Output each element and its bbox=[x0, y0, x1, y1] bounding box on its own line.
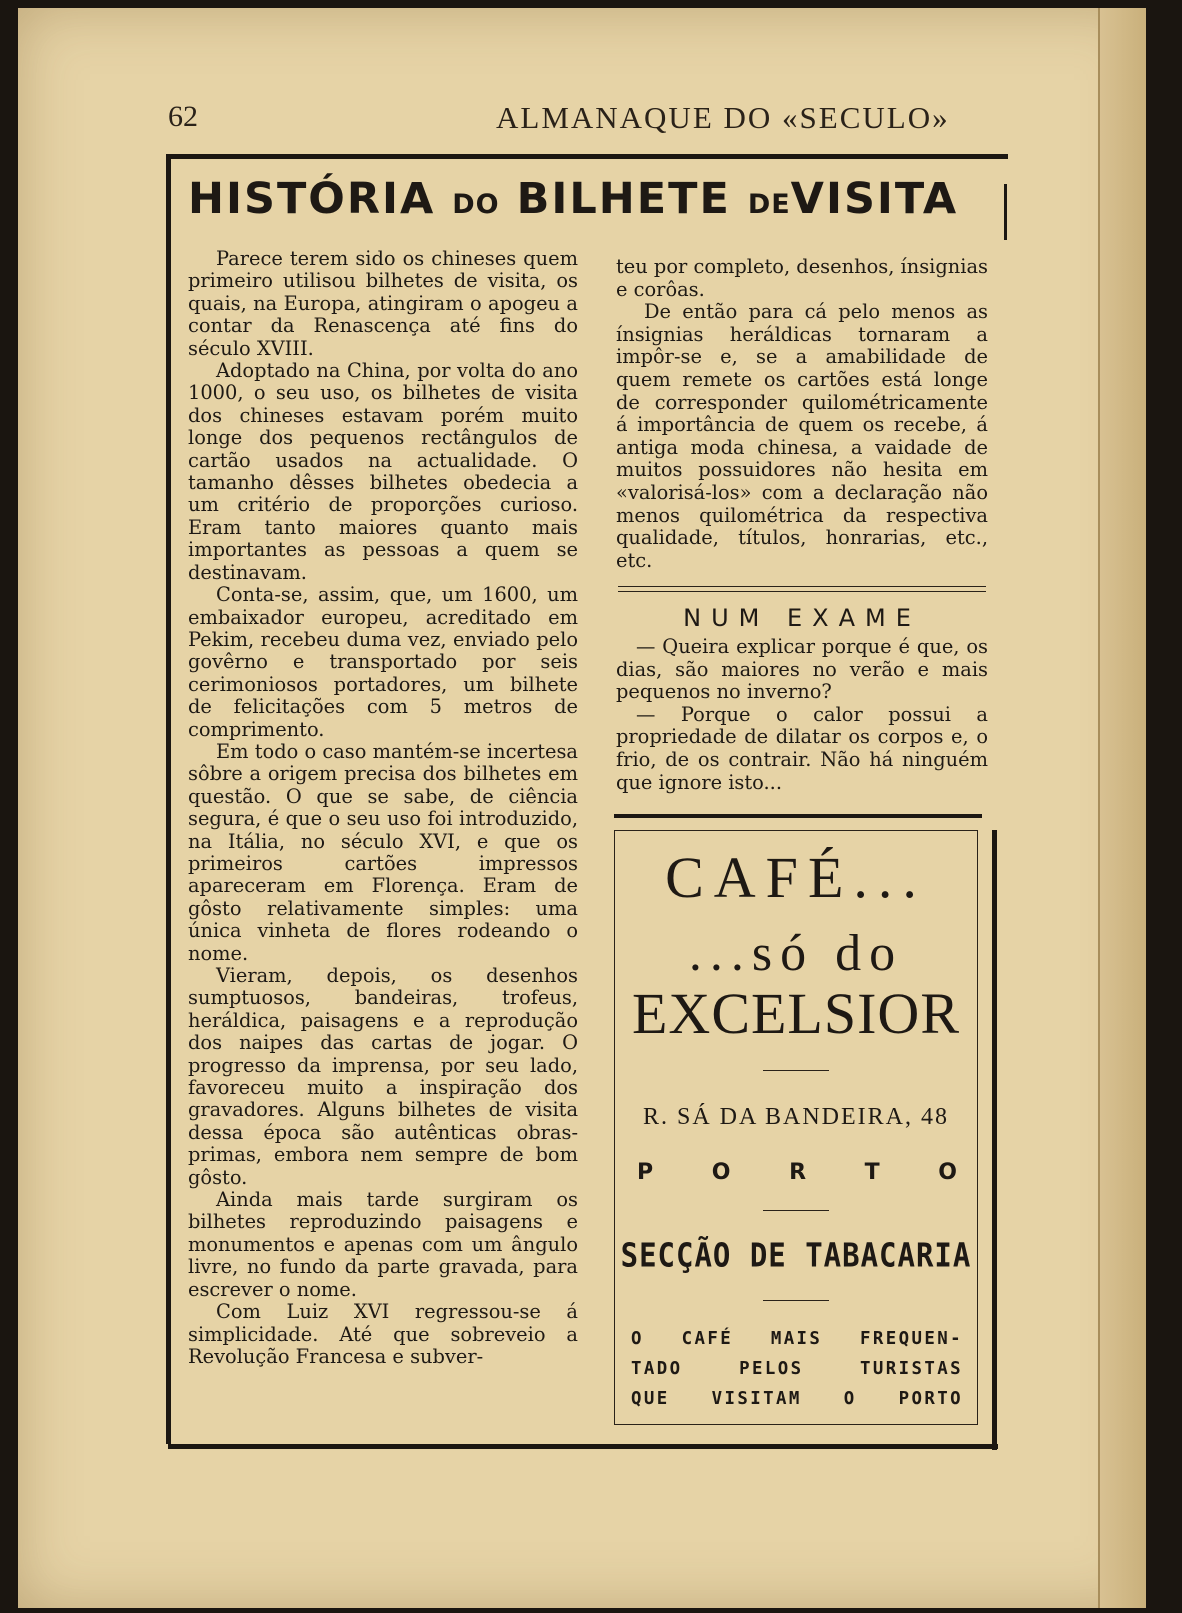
article-column-right bbox=[616, 256, 988, 572]
advert-excelsior: EXCELSIOR bbox=[632, 981, 960, 1046]
advert-divider bbox=[763, 1300, 829, 1301]
exame-line: — Porque o calor possui a propriedade de dilatar os corpos e, o frio, de os contrair. Não há ninguém que ignore isto... bbox=[616, 702, 988, 794]
advert-so-do: ...só do bbox=[688, 925, 904, 982]
city-letter: R bbox=[789, 1160, 807, 1185]
article-paragraph: teu por completo, desenhos, ínsignias e corôas. bbox=[616, 255, 988, 301]
tagline-line: TADO PELOS TURISTAS bbox=[631, 1359, 963, 1379]
section-divider bbox=[618, 591, 986, 592]
article-paragraph: Vieram, depois, os desenhos sumptuosos, bandeiras, trofeus, heráldica, paisagens e a reprodução dos naipes das cartas de jogar. O progresso da imprensa, por seu lado, favoreceu muito a inspiração dos gravadores. Alguns bilhetes de visita dessa época são autênticas obras-primas, embora nem sempre de bom gôsto. bbox=[188, 964, 578, 1189]
advert-tagline bbox=[631, 1324, 963, 1414]
city-letter: O bbox=[711, 1160, 731, 1185]
article-paragraph: Em todo o caso mantém-se incertesa sôbre a origem precisa dos bilhetes em questão. O que se sabe, de ciência segura, é que o seu uso foi introduzido, na Itália, no século XVI, e que os primeiros cartões impressos apareceram em Florença. Eram de gôsto relativamente simples: uma única vinheta de flores rodeando o nome. bbox=[188, 739, 578, 965]
publication-title: ALMANAQUE DO «SECULO» bbox=[496, 100, 950, 135]
title-word: HISTÓRIA bbox=[188, 174, 436, 224]
exame-text bbox=[616, 636, 988, 794]
section-divider bbox=[618, 586, 986, 587]
title-word: DO bbox=[452, 189, 500, 220]
frame-top-rule bbox=[168, 154, 1008, 159]
frame-right-bar bbox=[992, 830, 997, 1450]
article-column-left bbox=[188, 248, 578, 1368]
advert-top-rule bbox=[614, 814, 982, 818]
running-header bbox=[18, 100, 1146, 140]
cafe-advertisement bbox=[614, 830, 978, 1425]
exame-heading: NUM EXAME bbox=[683, 604, 921, 632]
advert-divider bbox=[763, 1070, 829, 1071]
city-letter: O bbox=[938, 1160, 957, 1185]
city-letter: P bbox=[637, 1160, 654, 1185]
page-number: 62 bbox=[168, 100, 198, 133]
tagline-line: QUE VISITAM O PORTO bbox=[631, 1389, 963, 1409]
tagline-line: O CAFÉ MAIS FREQUEN- bbox=[631, 1329, 963, 1349]
frame-left-rule bbox=[166, 154, 171, 1444]
article-paragraph: Adoptado na China, por volta do ano 1000, o seu uso, os bilhetes de visita dos chineses estavam porém muito longe dos pequenos rectângulos de cartão usados na actualidade. O tamanho dêsses bilhetes obedecia a um critério de proporções curioso. Eram tanto maiores quanto mais importantes as pessoas a quem se destinavam. bbox=[188, 359, 578, 584]
article-title bbox=[188, 174, 1008, 234]
title-word: VISITA bbox=[790, 174, 959, 224]
advert-address: R. SÁ DA BANDEIRA, 48 bbox=[642, 1104, 950, 1130]
article-paragraph: De então para cá pelo menos as ínsignias heráldicas tornaram a impôr-se e, se a amabilidade de quem remete os cartões está longe de corresponder quilométricamente á importância de quem os recebe, á antiga moda chinesa, a vaidade de muitos possuidores não hesita em «valorisá-los» com a declaração não menos quilométrica da respectiva qualidade, títulos, honrarias, etc., etc. bbox=[616, 300, 988, 572]
almanac-page bbox=[18, 8, 1146, 1608]
advert-section: SECÇÃO DE TABACARIA bbox=[620, 1235, 972, 1275]
article-paragraph: Ainda mais tarde surgiram os bilhetes reproduzindo paisagens e monumentos e apenas com um ângulo livre, no fundo da parte gravada, para escrever o nome. bbox=[188, 1188, 578, 1301]
title-word: DE bbox=[747, 189, 791, 220]
advert-city bbox=[637, 1160, 957, 1185]
title-word: BILHETE bbox=[516, 174, 731, 224]
advert-cafe: CAFÉ... bbox=[665, 845, 927, 910]
article-paragraph: Com Luiz XVI regressou-se á simplicidade. Até que sobreveio a Revolução Francesa e subver- bbox=[188, 1300, 578, 1368]
advert-divider bbox=[763, 1210, 829, 1211]
article-paragraph: Conta-se, assim, que, um 1600, um embaixador europeu, acreditado em Pekim, recebeu duma vez, enviado pelo govêrno e transportado por seis cerimoniosos portadores, um bilhete de felicitações com 5 metros de comprimento. bbox=[188, 583, 578, 741]
exame-line: — Queira explicar porque é que, os dias, são maiores no verão e mais pequenos no inverno? bbox=[616, 635, 988, 704]
city-letter: T bbox=[864, 1160, 880, 1185]
page-spine bbox=[1098, 8, 1146, 1608]
article-paragraph: Parece terem sido os chineses quem primeiro utilisou bilhetes de visita, os quais, na Europa, atingiram o apogeu a contar da Renascença até fins do século XVIII. bbox=[188, 247, 578, 360]
frame-bottom-rule bbox=[168, 1444, 998, 1449]
